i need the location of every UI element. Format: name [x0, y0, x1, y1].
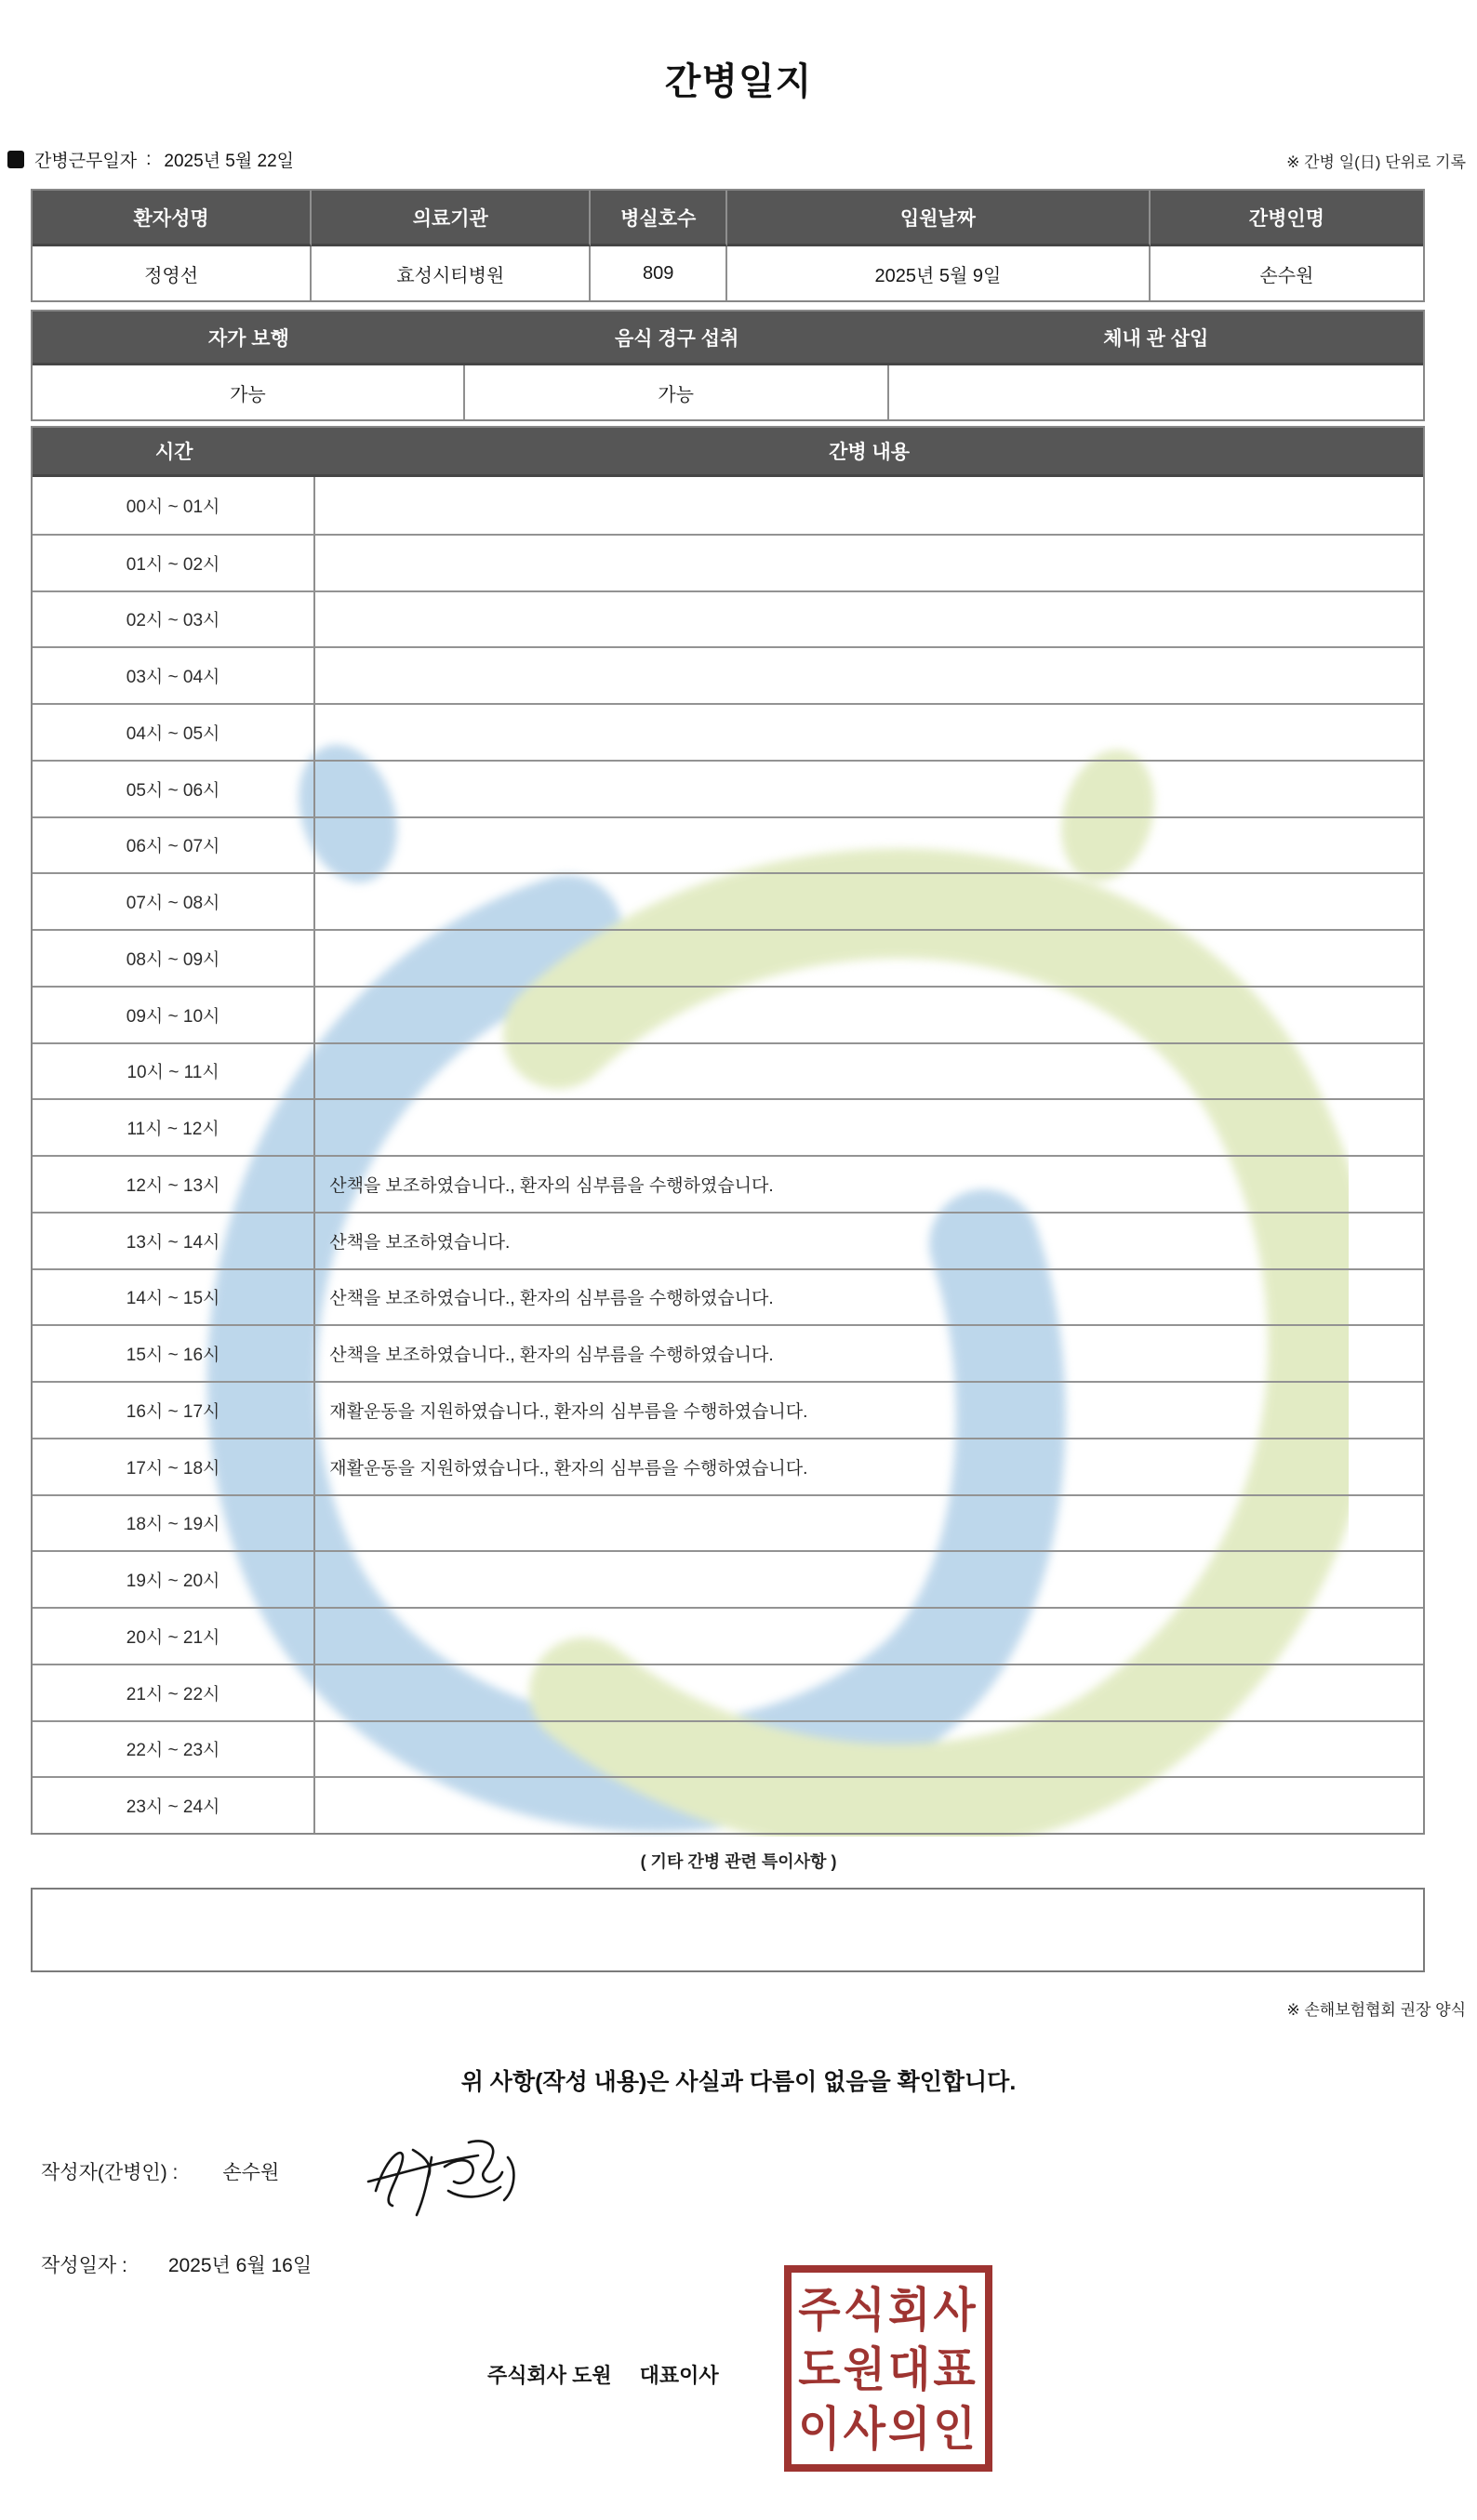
- care-entry: 산책을 보조하였습니다., 환자의 심부름을 수행하였습니다.: [315, 1155, 1423, 1212]
- time-slot: 19시 ~ 20시: [33, 1550, 315, 1607]
- time-slot: 07시 ~ 08시: [33, 872, 315, 929]
- value-patient-name: 정영선: [33, 246, 312, 300]
- care-entry: [315, 1042, 1423, 1099]
- care-entry: [315, 1664, 1423, 1720]
- work-date-label: 간병근무일자: [34, 152, 138, 171]
- time-slot: 00시 ~ 01시: [33, 477, 315, 534]
- time-slot: 20시 ~ 21시: [33, 1607, 315, 1664]
- care-entry: [315, 1494, 1423, 1551]
- patient-status-table: [31, 310, 1425, 421]
- value-oral-intake: 가능: [465, 365, 889, 419]
- time-slot: 11시 ~ 12시: [33, 1098, 315, 1155]
- care-entry: [315, 1550, 1423, 1607]
- written-date-label: 작성일자 :: [41, 2255, 127, 2276]
- time-slot: 01시 ~ 02시: [33, 534, 315, 590]
- writer-name: 손수원: [222, 2162, 280, 2183]
- value-room-number: 809: [591, 246, 727, 300]
- value-tube-insertion: [889, 365, 1423, 419]
- value-hospital: 효성시티병원: [312, 246, 591, 300]
- stamp-row-2: 도원대표: [798, 2341, 978, 2395]
- notes-caption: ( 기타 간병 관련 특이사항 ): [640, 1852, 837, 1871]
- time-slot: 22시 ~ 23시: [33, 1720, 315, 1777]
- time-slot: 09시 ~ 10시: [33, 986, 315, 1042]
- care-entry: 산책을 보조하였습니다., 환자의 심부름을 수행하였습니다.: [315, 1324, 1423, 1381]
- written-date-value: 2025년 6월 16일: [167, 2255, 313, 2276]
- value-admission-date: 2025년 5월 9일: [727, 246, 1151, 300]
- care-entry: [315, 1720, 1423, 1777]
- writer-row: [41, 2157, 279, 2185]
- care-entry: [315, 590, 1423, 647]
- care-entry: [315, 986, 1423, 1042]
- time-slot: 15시 ~ 16시: [33, 1324, 315, 1381]
- notes-box: [31, 1888, 1425, 1972]
- form-recommendation-note: ※ 손해보험협회 권장 양식: [1286, 2001, 1466, 2019]
- written-date-row: [41, 2250, 312, 2278]
- header-room-number: 병실호수: [591, 191, 727, 246]
- time-slot: 23시 ~ 24시: [33, 1776, 315, 1833]
- care-entry: 산책을 보조하였습니다., 환자의 심부름을 수행하였습니다.: [315, 1268, 1423, 1325]
- work-date-colon: :: [146, 149, 152, 169]
- time-slot: 02시 ~ 03시: [33, 590, 315, 647]
- header-tube-insertion: 체내 관 삽입: [889, 312, 1423, 365]
- care-entry: [315, 703, 1423, 760]
- confirmation-statement: 위 사항(작성 내용)은 사실과 다름이 없음을 확인합니다.: [460, 2069, 1017, 2095]
- care-entry: [315, 477, 1423, 534]
- company-name: 주식회사 도원: [487, 2364, 612, 2387]
- stamp-row-1: 주식회사: [798, 2282, 978, 2336]
- writer-label: 작성자(간병인) :: [41, 2162, 179, 2183]
- care-content-header: 간병 내용: [315, 428, 1423, 477]
- care-entry: 재활운동을 지원하였습니다., 환자의 심부름을 수행하였습니다.: [315, 1438, 1423, 1494]
- time-slot: 10시 ~ 11시: [33, 1042, 315, 1099]
- patient-info-table: [31, 189, 1425, 302]
- header-self-walking: 자가 보행: [33, 312, 465, 365]
- time-slot: 21시 ~ 22시: [33, 1664, 315, 1720]
- care-entry: [315, 1607, 1423, 1664]
- header-hospital: 의료기관: [312, 191, 591, 246]
- square-bullet-icon: [7, 151, 24, 168]
- care-entry: [315, 872, 1423, 929]
- header-patient-name: 환자성명: [33, 191, 312, 246]
- signature-image: [359, 2135, 525, 2222]
- time-slot: 06시 ~ 07시: [33, 816, 315, 873]
- value-self-walking: 가능: [33, 365, 465, 419]
- time-slot: 03시 ~ 04시: [33, 646, 315, 703]
- ceo-title: 대표이사: [639, 2364, 719, 2387]
- stamp-row-3: 이사의인: [798, 2401, 978, 2455]
- care-entry: [315, 646, 1423, 703]
- value-caregiver-name: 손수원: [1259, 265, 1314, 286]
- company-seal-stamp: [784, 2265, 992, 2472]
- daily-unit-note: ※ 간병 일(日) 단위로 기록: [1286, 153, 1466, 171]
- care-entry: 재활운동을 지원하였습니다., 환자의 심부름을 수행하였습니다.: [315, 1381, 1423, 1438]
- care-entry: [315, 760, 1423, 816]
- care-entry: [315, 534, 1423, 590]
- time-slot: 16시 ~ 17시: [33, 1381, 315, 1438]
- time-slot: 12시 ~ 13시: [33, 1155, 315, 1212]
- company-line: [487, 2360, 719, 2389]
- care-entry: [315, 1098, 1423, 1155]
- care-entry: [315, 816, 1423, 873]
- care-entry: 산책을 보조하였습니다.: [315, 1212, 1423, 1268]
- time-slot: 14시 ~ 15시: [33, 1268, 315, 1325]
- time-slot: 13시 ~ 14시: [33, 1212, 315, 1268]
- time-slot: 05시 ~ 06시: [33, 760, 315, 816]
- time-slot: 17시 ~ 18시: [33, 1438, 315, 1494]
- header-oral-intake: 음식 경구 섭취: [465, 312, 889, 365]
- care-time-header: 시간: [33, 428, 315, 477]
- care-entry: [315, 1776, 1423, 1833]
- header-admission-date: 입원날짜: [727, 191, 1151, 246]
- header-caregiver-name: 간병인명: [1151, 191, 1423, 246]
- time-slot: 04시 ~ 05시: [33, 703, 315, 760]
- work-date-value: 2025년 5월 22일: [164, 152, 294, 171]
- care-log-table: [31, 426, 1425, 1835]
- time-slot: 18시 ~ 19시: [33, 1494, 315, 1551]
- page-title: 간병일지: [664, 61, 813, 102]
- work-date-line: [7, 147, 294, 172]
- time-slot: 08시 ~ 09시: [33, 929, 315, 986]
- care-entry: [315, 929, 1423, 986]
